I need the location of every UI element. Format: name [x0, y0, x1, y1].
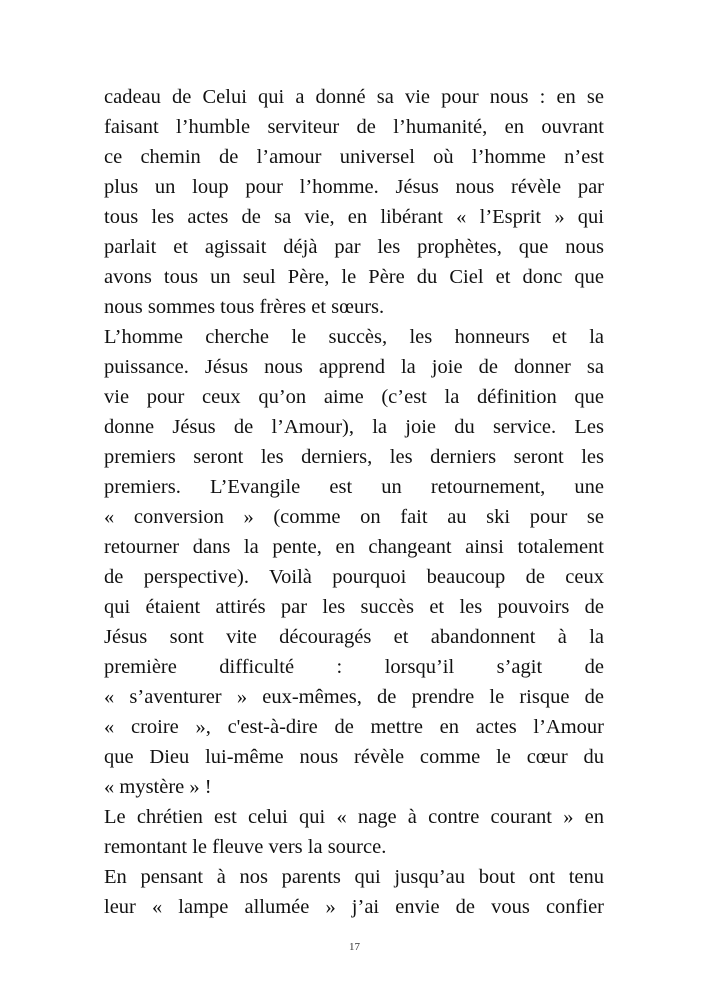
- text-line: nous sommes tous frères et sœurs.: [104, 296, 385, 318]
- text-line: puissance. Jésus nous apprend la joie de donner sa: [104, 356, 604, 378]
- text-line: avons tous un seul Père, le Père du Ciel et donc que: [104, 266, 604, 288]
- text-line: retourner dans la pente, en changeant ainsi totalement: [104, 536, 604, 558]
- text-line: « croire », c'est-à-dire de mettre en actes l’Amour: [104, 716, 604, 738]
- text-line: parlait et agissait déjà par les prophètes, que nous: [104, 236, 604, 258]
- text-line: premiers. L’Evangile est un retournement, une: [104, 476, 604, 498]
- text-line: première difficulté : lorsqu’il s’agit de: [104, 656, 604, 678]
- text-line: Le chrétien est celui qui « nage à contre courant » en: [104, 806, 604, 828]
- text-line: faisant l’humble serviteur de l’humanité, en ouvrant: [104, 116, 604, 138]
- text-line: En pensant à nos parents qui jusqu’au bout ont tenu: [104, 866, 604, 888]
- text-line: ce chemin de l’amour universel où l’homme n’est: [104, 146, 604, 168]
- text-line: « s’aventurer » eux-mêmes, de prendre le risque de: [104, 686, 604, 708]
- text-line: que Dieu lui-même nous révèle comme le cœur du: [104, 746, 604, 768]
- text-line: premiers seront les derniers, les derniers seront les: [104, 446, 604, 468]
- text-line: qui étaient attirés par les succès et les pouvoirs de: [104, 596, 604, 618]
- page-number: 17: [349, 941, 360, 953]
- text-line: Jésus sont vite découragés et abandonnent à la: [104, 626, 604, 648]
- text-line: tous les actes de sa vie, en libérant « l’Esprit » qui: [104, 206, 604, 228]
- text-line: donne Jésus de l’Amour), la joie du service. Les: [104, 416, 604, 438]
- text-line: cadeau de Celui qui a donné sa vie pour nous : en se: [104, 86, 604, 108]
- text-line: L’homme cherche le succès, les honneurs et la: [104, 326, 604, 348]
- text-line: remontant le fleuve vers la source.: [104, 836, 387, 858]
- text-line: « conversion » (comme on fait au ski pour se: [104, 506, 604, 528]
- text-line: leur « lampe allumée » j’ai envie de vous confier: [104, 896, 604, 918]
- body-text: [104, 82, 604, 922]
- text-line: de perspective). Voilà pourquoi beaucoup de ceux: [104, 566, 604, 588]
- text-line: vie pour ceux qu’on aime (c’est la définition que: [104, 386, 604, 408]
- text-line: plus un loup pour l’homme. Jésus nous révèle par: [104, 176, 604, 198]
- text-line: « mystère » !: [104, 776, 212, 798]
